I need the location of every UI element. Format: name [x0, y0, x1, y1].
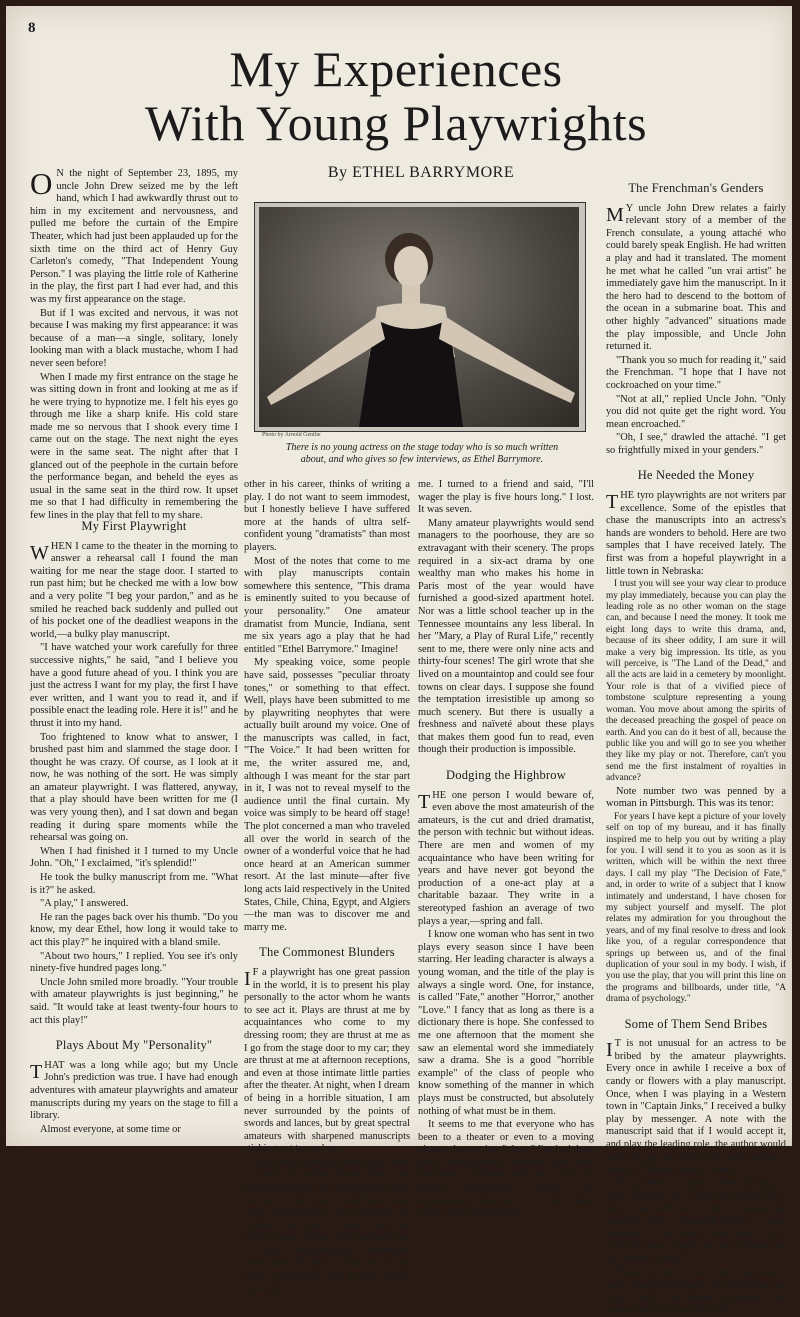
quoted-letter	[606, 579, 786, 784]
drop-cap: I	[244, 967, 251, 990]
photo-credit: Photo by Arnold Genthe	[262, 432, 321, 438]
paragraph: O N the night of September 23, 1895, my uncle John Drew seized me by the left hand, which I had awkwardly thrust out to him in my excitement and nervousness, and pulled me before the curtain of the Empire Theater, which had just been applauded up for the sixth time on the third act of Henry Guy Carleton's comedy, "That Independent Young Person." I was playing the little role of Katherine in the play, the first part I had ever had, and this was my first appearance on the stage.	[30, 166, 238, 305]
paragraph: He ran the pages back over his thumb. "Do you know, my dear Ethel, how long it would take to act this play?" he inquired with a bland smile.	[30, 911, 238, 948]
page-number: 8	[28, 20, 36, 36]
section-heading: Dodging the Highbrow	[446, 768, 566, 783]
title-line-2: With Young Playwrights	[144, 95, 648, 151]
paragraph: THAT was a long while ago; but my Uncle John's prediction was true. I have had enough adventures with amateur playwrights and amateur manuscripts during my years on the stage to fill a library.	[30, 1059, 238, 1122]
column-4	[606, 181, 786, 1316]
drop-cap: T	[30, 1060, 43, 1083]
quoted-letter	[606, 812, 786, 1006]
column-3	[418, 479, 594, 1219]
byline: By ETHEL BARRYMORE	[327, 164, 515, 181]
paragraph: Most of the notes that come to me with play manuscripts contain somewhere this sentence, "This drama is eminently suited to you because of your personality." One amateur dramatist from Muncie, Indiana, sent me six years ago a play that he had entitled "Ethel Barrymore." Imagine!	[244, 555, 410, 655]
paragraph: You would think, in these days when so much is written about plays and playwriting, that the young person who set out to write a play would have some slight knowledge of the rudiments of technic. Yet some of them have not even a sense of time. Not long ago one of my acquaintances announced enthusiastically that he had sent to my hotel a manuscript that he had written expressly for	[244, 1156, 410, 1294]
paragraph: "A play," I answered.	[40, 898, 129, 910]
drop-cap: W	[30, 541, 49, 564]
paragraph: Uncle John smiled more broadly. "Your trouble with amateur playwrights is just beginning," he said. "It would take at least twenty-four hours to act this play!"	[30, 976, 238, 1026]
paragraph: "Oh, I see," drawled the attaché. "I get so frightfully mixed in your genders."	[606, 432, 786, 456]
paragraph: These are only a few of my experiences with young playwrights. Of one thing you may be sure,—the amateur dramatist is the hardest part of an actress's job.	[606, 1266, 786, 1316]
paragraph: When I had finished it I turned to my Uncle John. "Oh," I exclaimed, "it's splendid!"	[30, 845, 238, 870]
column-2	[244, 479, 410, 1294]
paragraph: But if I was excited and nervous, it was not because I was making my first appearance: it was because of a man—a single, solitary, lonely looking man with a black mustache, whom I had never seen before!	[30, 307, 238, 369]
letter-text: For years I have kept a picture of your lovely self on top of my bureau, and it has finally inspired me to help you out by writing a play for you. I will send it to you as soon as it is written, which will be within the next three days. I call my play "The Decision of Fate," and, in order to write of a subject that I know intimately and understand, I have chosen for my subject yourself and myself. The plot relates my admiration for you throughout the years, and of my final resolve to dress and look like you, of a regular correspondence that springs up between us, and of the final duplication of your soul in my body. I wish, if you use the play, that you will print this line on the programs and billboards, under title, "A drama of psychology."	[606, 811, 786, 1005]
paragraph: "I have watched your work carefully for three successive nights," he said, "and I believe you have a good future ahead of you. I think you are just the actress I want for my play, the first I have ever written, and I want you to read it, and if possible enact the leading role. Here it is!" and he thrust it into my hand.	[30, 642, 238, 729]
title-line-1: My Experiences	[229, 41, 563, 97]
section-heading: The Commonest Blunders	[259, 945, 395, 960]
paragraph: other in his career, thinks of writing a play. I do not want to seem immodest, but I honestly believe I have suffered more at the hands of ultra self-confident young "dramatists" than most players.	[244, 479, 410, 553]
paragraph: "Not at all," replied Uncle John. "Only you did not quite get the right word. You mean encroached."	[606, 393, 786, 430]
magazine-page	[6, 6, 792, 1316]
portrait-image	[259, 207, 579, 427]
paragraph: I know one woman who has sent in two plays every season since I have been starring. Her leading character is always a young woman, and the title of the play is always a single word. One, for instance, is called "Fate," another "Horror," another "Love." I fancy that as long as there is a dictionary there is hope. She confessed to me one afternoon that the moment she saw an elemental word she immediately saw a drama. She is a good "horrible example" of the class of people who know something of the manner in which plays must be constructed, but absolutely nothing of what must be in them.	[418, 929, 594, 1117]
woman-portrait-icon	[259, 207, 579, 427]
section-heading: Plays About My "Personality"	[55, 1038, 213, 1053]
drop-cap: T	[418, 790, 431, 813]
paragraph: He took the bulky manuscript from me. "What is it?" he asked.	[30, 872, 238, 896]
paragraph: It seems to me that everyone who has been to a theater or even to a moving picture show writes "plays." I've had them from Ambassadors, Senators, and even waitresses. I believe there isn't a class of people represented among my acquaintances that has not sent me at least a half-dozen manuscripts.	[418, 1119, 594, 1219]
column-1	[30, 520, 238, 1144]
paragraph: When I made my first entrance on the stage he was sitting down in front and looking at me as if he were trying to hypnotize me. I felt his eyes go through me like a sharp knife. His cold stare made me so nervous that I shook every time I came out on the stage. The next night the eyes were in the same seat. The night after that I glanced out of the peephole in the curtain before the performance began, and beheld the eyes as usual in the same seat in the third row. It upset me so that I had difficulty in remembering the few lines in the play that fell to my share.	[30, 371, 238, 522]
article-title	[66, 42, 726, 150]
letter-text: I trust you will see your way clear to produce my play immediately, because you can play the leading role as no other woman on the stage can, and because I need the money. It took me eight long days to write this drama, and, because of its sheer oddity, I am sure it will make a very big impression. Its title, as you will perceive, is "The Land of the Dead," and all the acts are laid in a cemetery by moonlight. Your role is that of a vivified piece of tombstone sculpture representing a young woman. You move about among the spirits of the deceased preaching the gospel of peace on earth. And you can do it best of all, because the public like you and will go to see you whether they like my play or not. Therefore, can't you send me the first instalment of royalties in advance?	[606, 579, 786, 784]
paragraph: M Y uncle John Drew relates a fairly relevant story of a member of the French consulate, a young attaché who could barely speak English. He had written a play and had it translated. The moment he met what he called "un vrai artist" he immediately gave him the manuscript. In it the hero had to descend to the bottom of the ocean in a submarine boat. This and other highly "advanced" situations made the play impossible, and Uncle John returned it.	[606, 202, 786, 353]
paragraph: Many amateur playwrights would send managers to the poorhouse, they are so extravagant with their scenery. The props required in a six-act drama by one wealthy man who makes his home in Paris most of the year would have furnished a good-sized apartment hotel. Nor was a little school teacher up in the Tennessee mountains any less liberal. In her "Mary, a Play of Rural Life," recently sent to me, there were only nine acts and thirty-four scenes! The girl wrote that she lived on a mountaintop and could see four towns on clear days. I suppose she found the temptation irresistible up among so much scenery. But there is usually a freshness and naïveté about these plays that makes them good fun to read, even though their production is impossible.	[418, 517, 594, 756]
section-heading: The Frenchman's Genders	[628, 181, 764, 195]
paragraph: Almost everyone, at some time or	[40, 1123, 181, 1135]
paragraph: Note number two was penned by a woman in Pittsburgh. This was its tenor:	[606, 785, 786, 810]
paragraph: "Thank you so much for reading it," said the Frenchman. "I hope that I have not cockroached on your time."	[606, 354, 786, 391]
section-heading: My First Playwright	[81, 519, 187, 533]
section-heading: He Needed the Money	[637, 468, 755, 483]
portrait-photo	[254, 202, 586, 432]
column-1-top	[30, 168, 238, 526]
drop-cap: M	[606, 203, 624, 226]
paragraph: On another occasion, when playing in New England in "Alice-Sit-by-the-Fire," there was delivered to me a manuscript together with a beautiful turkey. A note attached to the turkey's foot read, "I will bring this play of mine to your attention by fair means or fowl."	[606, 1177, 786, 1265]
drop-cap: T	[606, 491, 619, 514]
paragraph: My speaking voice, some people have said, possesses "peculiar throaty tones," or something to that effect. Well, plays have been submitted to me by playwriting neophytes that were actually built around my voice. One of the manuscripts was called, in fact, "The Voice." It had been written for me, the writer assured me, and, although I was meant for the star part in it, I was not to reveal myself to the audience until the final curtain. My voice was simply to be heard off stage! The plot concerned a man who traveled all over the world in search of the owner of a wonderful voice that he had once heard at an American summer resort. At the last minute—after five long acts laid respectively in the United States, Chile, China, Egypt, and Algiers—the man was to discover me and marry me.	[244, 657, 410, 933]
drop-cap: O	[30, 166, 53, 201]
section-heading: Some of Them Send Bribes	[624, 1016, 768, 1031]
paragraph: Too frightened to know what to answer, I brushed past him and slammed the stage door. I thought he was crazy. Of course, as I look at it now, he was nothing of the sort. He was simply an amateur playwright. I was flattered, anyway, that a play should have been written for me (I was very young then), and I sat down and began reading it during spare moments while the rehearsal was going on.	[30, 731, 238, 844]
drop-cap: I	[606, 1039, 613, 1062]
paragraph: "About two hours," I replied. You see it's only ninety-five hundred pages long."	[30, 950, 238, 975]
photo-caption: There is no young actress on the stage today who is so much written about, and who gives so few interviews, as Ethel Barrymore.	[285, 442, 559, 465]
paragraph: I F a playwright has one great passion in the world, it is to present his play personally to the actor whom he wants to see act it. Plays are thrust at me by acquaintances who come to my dressing room; they are thrust at me as I go from the stage door to my car; they are thrust at me at afternoon receptions, and even at those intimate little parties after the theater. At night, when I dream of being in a horrible situation, I am never surrounded by the points of swords and lances, but by great spectral amateurs with sharpened manuscripts sticking out toward me.	[244, 966, 410, 1155]
paragraph: me. I turned to a friend and said, "I'll wager the play is five hours long." I lost. It was seven.	[418, 479, 594, 516]
paragraph: I T is not unusual for an actress to be bribed by the amateur playwrights. Every once in awhile I receive a box of candy or flowers with a play manuscript. Once, when I was playing in a Western town in "Captain Jinks," I received a bulky play by messenger. A note with the manuscript said that if I would accept it, and play the leading role, the author would agree to pay me out of his own pocket a bonus of fifteen dollars a week.	[606, 1038, 786, 1176]
paragraph: THE one person I would beware of, even above the most amateurish of the amateurs, is the cut and dried dramatist, the person with technic but without ideas. There are men and women of my acquaintance who have been writing for years and have never got beyond the production of a one-act play at a charitable bazaar. They write in a stereotyped fashion an average of two plays a year,—spring and fall.	[418, 789, 594, 927]
paragraph: THE tyro playwrights are not writers par excellence. Some of the epistles that chase the manuscripts into an actress's hands are wonders to behold. Here are two samples that I have received lately. The first was from a hopeful playwright in a little town in Nebraska:	[606, 490, 786, 577]
paragraph: WHEN I came to the theater in the morning to answer a rehearsal call I found the man waiting for me near the stage door. I started to run past him; but he checked me with a low bow and a very polite "I beg your pardon," and as he smiled he reached back suddenly and pulled out of his pocket one of the deadliest weapons in the world,—a bulky play manuscript.	[30, 540, 238, 640]
